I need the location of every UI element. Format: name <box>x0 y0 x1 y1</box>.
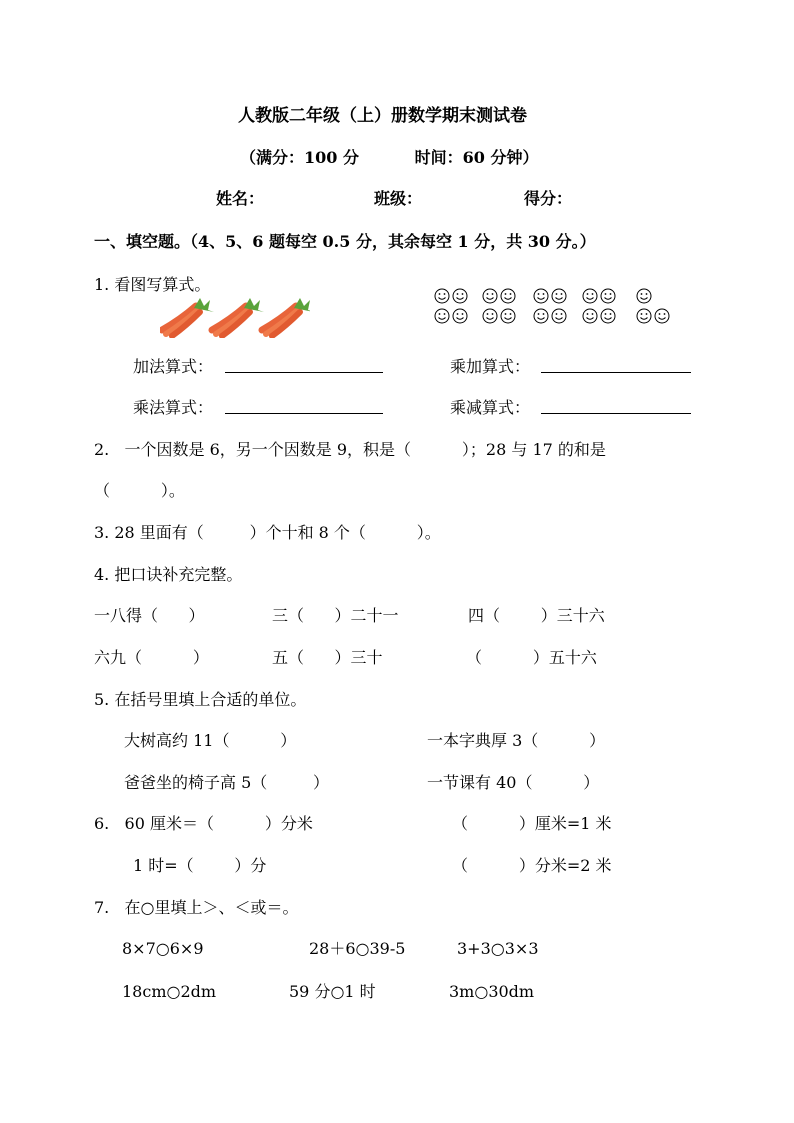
smiley-face-icon <box>435 289 449 303</box>
class-label: 班级： <box>374 189 423 208</box>
addition-formula-blank[interactable] <box>225 357 383 373</box>
carrot-bunch-icon <box>262 298 310 336</box>
carrot-bunches-image <box>160 296 310 338</box>
smiley-face-icon <box>637 309 651 323</box>
carrot-bunch-icon <box>212 298 264 336</box>
smiley-face-icon <box>601 309 615 323</box>
score-label: 得分： <box>524 189 573 208</box>
mul-add-formula-blank[interactable] <box>541 357 691 373</box>
multiplication-rhyme-item: 五（ ）三十 <box>272 648 383 667</box>
compare-item: 18cm○2dm <box>122 982 217 1001</box>
compare-item: 59 分○1 时 <box>289 982 376 1001</box>
smiley-face-icon <box>601 289 615 303</box>
compare-item: 28＋6○39-5 <box>309 939 406 958</box>
multiplication-rhyme-item: （ ）五十六 <box>466 648 597 667</box>
mul-add-formula-label: 乘加算式： <box>450 357 531 376</box>
smiley-face-icon <box>453 309 467 323</box>
question-2-line-2: （ ）。 <box>94 481 185 500</box>
conversion-item: （ ）分米=2 米 <box>452 856 612 875</box>
smiley-face-icon <box>583 309 597 323</box>
smiley-face-icon <box>483 289 497 303</box>
section-1-heading: 一、填空题。（4、5、6 题每空 0.5 分，其余每空 1 分，共 30 分。） <box>94 232 596 251</box>
smiley-face-icon <box>552 309 566 323</box>
addition-formula-label: 加法算式： <box>133 357 214 376</box>
name-label: 姓名： <box>216 189 265 208</box>
score-time-line: （满分：100 分 时间：60 分钟） <box>240 148 539 167</box>
question-7-text: 7. 在○里填上＞、＜或＝。 <box>94 898 299 917</box>
smiley-face-icon <box>453 289 467 303</box>
multiplication-formula-blank[interactable] <box>225 398 383 414</box>
smiley-face-icon <box>501 309 515 323</box>
multiplication-rhyme-item: 一八得（ ） <box>94 606 205 625</box>
question-1-text: 1. 看图写算式。 <box>94 275 211 294</box>
smiley-face-icon <box>552 289 566 303</box>
smiley-faces-image <box>434 288 684 328</box>
conversion-item: （ ）厘米=1 米 <box>452 814 612 833</box>
carrot-bunch-icon <box>162 298 214 336</box>
smiley-face-icon <box>501 289 515 303</box>
multiplication-formula-label: 乘法算式： <box>133 398 214 417</box>
question-5-text: 5. 在括号里填上合适的单位。 <box>94 690 307 709</box>
compare-item: 8×7○6×9 <box>122 939 204 958</box>
unit-fill-item: 一本字典厚 3（ ） <box>427 731 606 750</box>
compare-item: 3m○30dm <box>449 982 535 1001</box>
smiley-face-icon <box>483 309 497 323</box>
unit-fill-item: 大树高约 11（ ） <box>124 731 297 750</box>
smiley-face-icon <box>534 289 548 303</box>
multiplication-rhyme-item: 三（ ）二十一 <box>272 606 399 625</box>
mul-sub-formula-label: 乘减算式： <box>450 398 531 417</box>
question-2-line-1: 2. 一个因数是 6，另一个因数是 9，积是（ ）；28 与 17 的和是 <box>94 440 606 459</box>
smiley-face-icon <box>655 309 669 323</box>
conversion-item: 6. 60 厘米＝（ ）分米 <box>94 814 313 833</box>
question-3-text: 3. 28 里面有（ ）个十和 8 个（ ）。 <box>94 523 441 542</box>
page-title: 人教版二年级（上）册数学期末测试卷 <box>238 106 527 126</box>
mul-sub-formula-blank[interactable] <box>541 398 691 414</box>
unit-fill-item: 一节课有 40（ ） <box>427 773 600 792</box>
multiplication-rhyme-item: 六九（ ） <box>94 648 209 667</box>
smiley-face-icon <box>583 289 597 303</box>
question-4-text: 4. 把口诀补充完整。 <box>94 565 243 584</box>
smiley-face-icon <box>637 289 651 303</box>
unit-fill-item: 爸爸坐的椅子高 5（ ） <box>124 773 330 792</box>
compare-item: 3+3○3×3 <box>457 939 539 958</box>
smiley-face-icon <box>435 309 449 323</box>
conversion-item: 1 时=（ ）分 <box>133 856 267 875</box>
smiley-face-icon <box>534 309 548 323</box>
multiplication-rhyme-item: 四（ ）三十六 <box>468 606 605 625</box>
